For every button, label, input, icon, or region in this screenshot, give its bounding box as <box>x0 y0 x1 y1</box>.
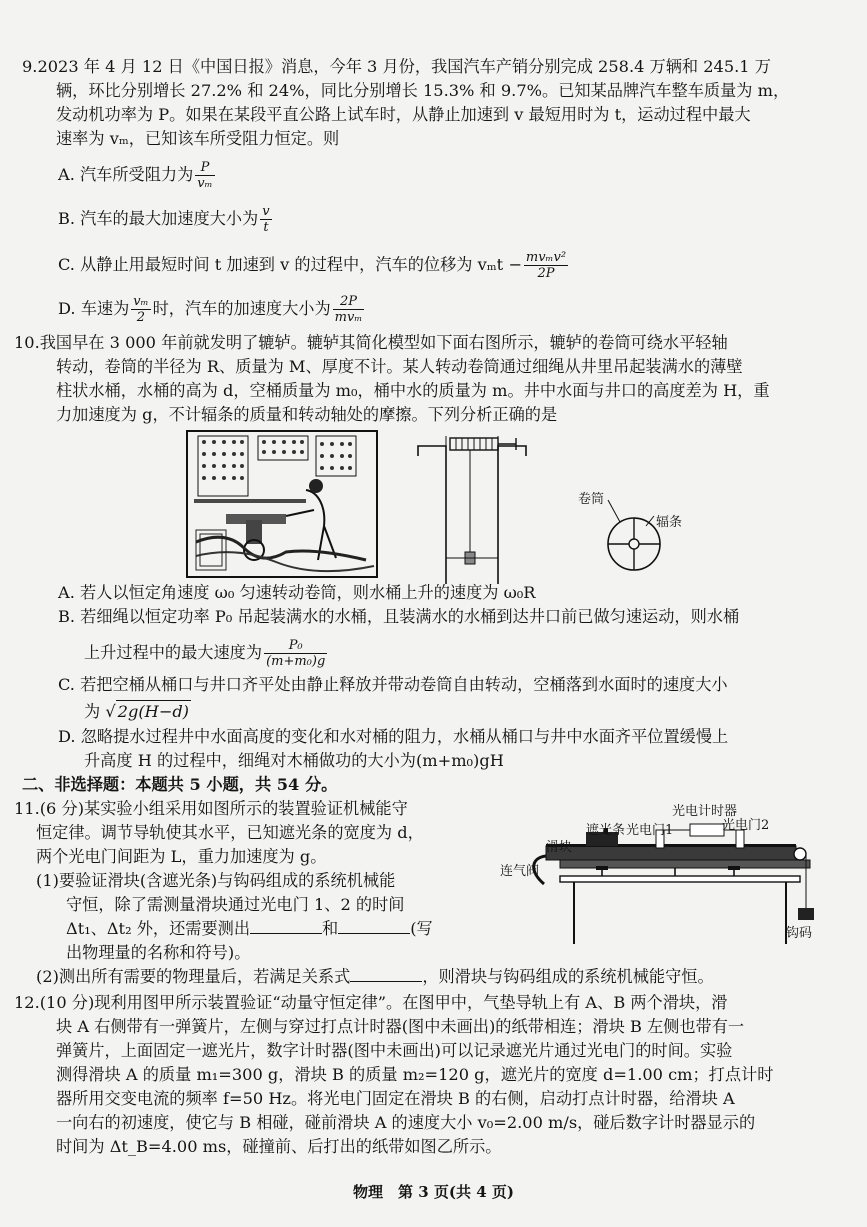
q9-option-c: C. 从静止用最短时间 t 加速到 v 的过程中，汽车的位移为 vₘt − $\frac{\text{mvₘv²}}{2P}$ <box>58 250 567 281</box>
q9-b-fraction: $\frac{v}{t}$ <box>262 204 270 235</box>
q10-option-c-line-2: 为 √ 2g(H−d) <box>84 702 189 721</box>
q11-blank-1[interactable] <box>250 919 322 934</box>
page-footer: 物理 第 3 页(共 4 页) <box>353 1183 514 1201</box>
q10-stem-line-3: 柱状水桶，水桶的高为 d，空桶质量为 m₀，桶中水的质量为 m。井中水面与井口的高度差为 H，重 <box>56 381 770 400</box>
well-model-diagram <box>416 434 528 584</box>
q10-stem-line-4: 力加速度为 g，不计辐条的质量和转动轴处的摩擦。下列分析正确的是 <box>56 405 558 424</box>
q11-line-1: 11.(6 分)某实验小组采用如图所示的装置验证机械能守 <box>14 799 408 818</box>
q12-line-4: 测得滑块 A 的质量 m₁=300 g，滑块 B 的质量 m₂=120 g，遮光片的宽度 d=1.00 cm；打点计时 <box>56 1065 774 1084</box>
q12-line-7: 时间为 Δt_B=4.00 ms，碰撞前、后打出的纸带如图乙所示。 <box>56 1137 502 1156</box>
q11-blank-3[interactable] <box>350 967 422 982</box>
q9-stem-line-1: 9.2023 年 4 月 12 日《中国日报》消息，今年 3 月份，我国汽车产销分别完成 258.4 万辆和 245.1 万 <box>22 57 771 76</box>
q9-d-fraction-1: $\frac{\text{vₘ}}{2}$ <box>133 294 149 325</box>
q10-option-a: A. 若人以恒定角速度 ω₀ 匀速转动卷筒，则水桶上升的速度为 ω₀R <box>58 583 536 602</box>
fig-label-timer: 光电计时器 <box>672 804 738 819</box>
q11-line-4: (1)要验证滑块(含遮光条)与钩码组成的系统机械能 <box>36 871 396 890</box>
q9-stem-line-2: 辆，环比分别增长 27.2% 和 24%，同比分别增长 15.3% 和 9.7%。已知某品牌汽车整车质量为 m， <box>56 81 790 100</box>
q9-stem-line-4: 速率为 vₘ，已知该车所受阻力恒定。则 <box>56 129 340 148</box>
q10-option-d-line-1: D. 忽略提水过程井中水面高度的变化和水对桶的阻力，水桶从桶口与井中水面齐平位置缓慢上 <box>58 727 729 746</box>
q11-line-6: Δt₁、Δt₂ 外，还需要测出 和 (写 <box>66 919 433 938</box>
q10-stem-line-2: 转动，卷筒的半径为 R、质量为 M、厚度不计。某人转动卷筒通过细绳从井里吊起装满水的薄壁 <box>56 357 743 376</box>
q9-option-d: D. 车速为 $\frac{\text{vₘ}}{2}$ 时，汽车的加速度大小为 $\frac{2P}{\text{mvₘ}}$ <box>58 294 363 325</box>
spoke-label: 辐条 <box>656 515 683 530</box>
section-2-heading: 二、非选择题：本题共 5 小题，共 54 分。 <box>22 775 338 794</box>
q12-line-3: 弹簧片，上面固定一遮光片，数字计时器(图中未画出)可以记录遮光片通过光电门的时间。实验 <box>56 1041 733 1060</box>
fig-label-gate-1: 光电门1 <box>626 823 674 838</box>
drum-label: 卷筒 <box>578 492 605 507</box>
q11-line-8: (2)测出所有需要的物理量后，若满足关系式 ，则滑块与钩码组成的系统机械能守恒。 <box>36 967 714 986</box>
fig-label-gate-2: 光电门2 <box>722 818 770 833</box>
q9-option-a: A. 汽车所受阻力为 $\frac{P}{\text{vₘ}}$ <box>58 160 213 191</box>
q11-line-5: 守恒，除了需测量滑块通过光电门 1、2 的时间 <box>66 895 405 914</box>
fig-label-slider: 滑块 <box>546 840 573 855</box>
q10-option-d-line-2: 升高度 H 的过程中，细绳对木桶做功的大小为(m+m₀)gH <box>84 751 504 770</box>
q11-line-3: 两个光电门间距为 L，重力加速度为 g。 <box>36 847 327 866</box>
q12-line-6: 一向右的初速度，使它与 B 相碰，碰前滑块 A 的速度大小 v₀=2.00 m/s，碰后数字计时器显示的 <box>56 1113 756 1132</box>
q12-line-2: 块 A 右侧带有一弹簧片，左侧与穿过打点计时器(图中未画出)的纸带相连；滑块 B 左侧也带有一 <box>56 1017 745 1036</box>
q10-b-fraction: $\frac{\text{P₀}}{\text{(m+m₀)g}}$ <box>266 638 326 669</box>
windlass-illustration <box>186 430 378 578</box>
q12-line-1: 12.(10 分)现利用图甲所示装置验证“动量守恒定律”。在图甲中，气垫导轨上有 A、B 两个滑块，滑 <box>14 993 728 1012</box>
q11-line-2: 恒定律。调节导轨使其水平，已知遮光条的宽度为 d， <box>36 823 424 842</box>
q10-stem-line-1: 10.我国早在 3 000 年前就发明了辘轳。辘轳其简化模型如下面右图所示，辘轳的卷筒可绕水平轻轴 <box>14 333 728 352</box>
fig-label-valve: 连气阀 <box>500 864 540 879</box>
q10-option-b-line-2: 上升过程中的最大速度为 $\frac{\text{P₀}}{\text{(m+m₀)g}}$ <box>84 638 326 669</box>
q9-stem-line-3: 发动机功率为 P。如果在某段平直公路上试车时，从静止加速到 v 最短用时为 t，运动过程中最大 <box>56 105 751 124</box>
fig-label-shade: 遮光条 <box>586 823 626 838</box>
q9-c-fraction: $\frac{\text{mvₘv²}}{2P}$ <box>525 250 567 281</box>
q10-option-c-line-1: C. 若把空桶从桶口与井口齐平处由静止释放并带动卷筒自由转动，空桶落到水面时的速度大小 <box>58 675 728 694</box>
q11-line-7: 出物理量的名称和符号)。 <box>66 943 251 962</box>
q11-blank-2[interactable] <box>338 919 410 934</box>
q9-option-b: B. 汽车的最大加速度大小为 $\frac{v}{t}$ <box>58 204 270 235</box>
q12-line-5: 器所用交变电流的频率 f=50 Hz。将光电门固定在滑块 B 的右侧，启动打点计时器，给滑块 A <box>56 1089 735 1108</box>
fig-label-hook: 钩码 <box>786 926 813 941</box>
q9-a-fraction: $\frac{P}{\text{vₘ}}$ <box>197 160 213 191</box>
q10-option-b-line-1: B. 若细绳以恒定功率 P₀ 吊起装满水的水桶，且装满水的水桶到达井口前已做匀速运动，则水桶 <box>58 607 740 626</box>
q9-d-fraction-2: $\frac{2P}{\text{mvₘ}}$ <box>334 294 363 325</box>
